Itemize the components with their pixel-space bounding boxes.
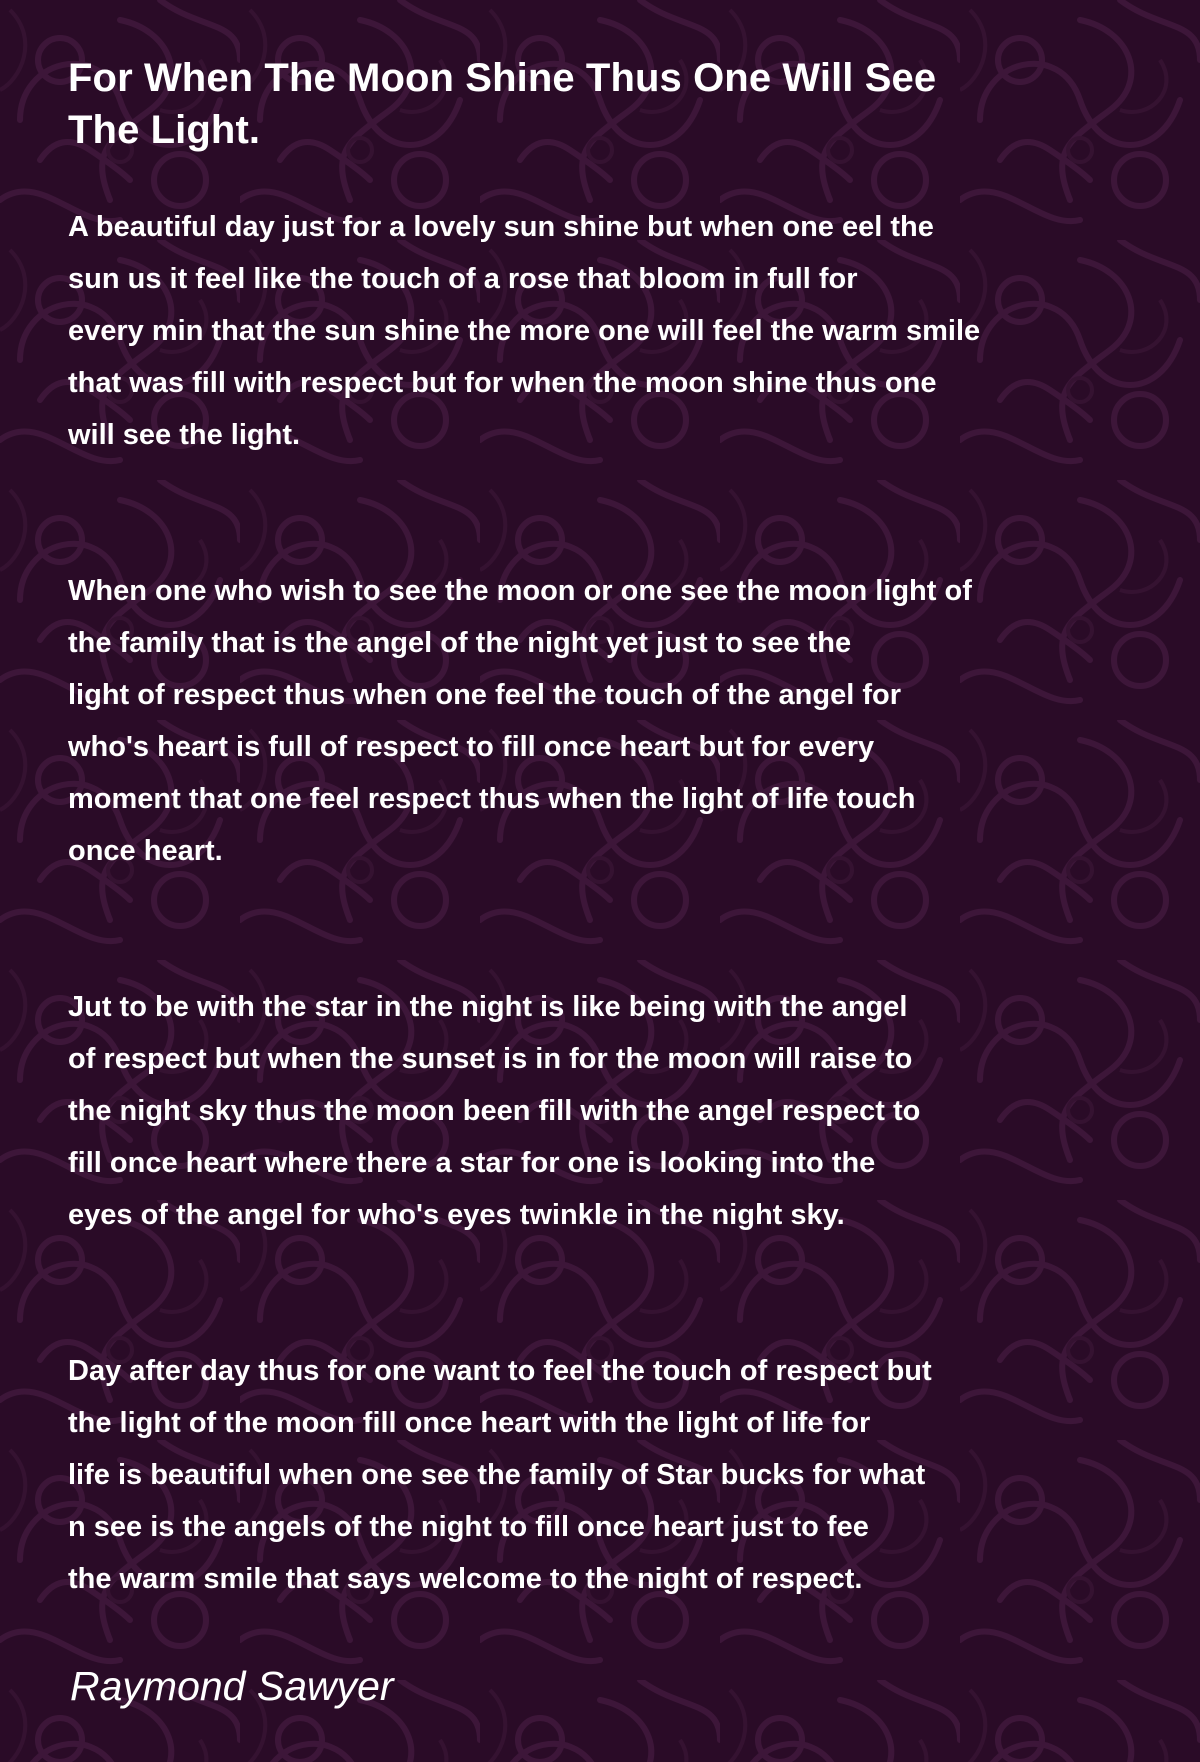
poem-line: Jut to be with the star in the night is like being with the angel <box>68 991 908 1023</box>
poem-line: When one who wish to see the moon or one see the moon light of <box>68 575 972 607</box>
poem-line: once heart. <box>68 835 223 867</box>
poem-line: fill once heart where there a star for one is looking into the <box>68 1147 876 1179</box>
poem-line: the family that is the angel of the night yet just to see the <box>68 627 852 659</box>
poem-line: Day after day thus for one want to feel the touch of respect but <box>68 1355 932 1387</box>
poem-stanza-1 <box>68 201 1168 461</box>
poem-line: who's heart is full of respect to fill once heart but for every <box>68 731 875 763</box>
poem-stanza-2 <box>68 565 1168 877</box>
poem-line: life is beautiful when one see the family of Star bucks for what <box>68 1459 926 1491</box>
poem-title <box>68 52 1068 156</box>
poem-author: Raymond Sawyer <box>70 1663 394 1709</box>
poem-line: of respect but when the sunset is in for the moon will raise to <box>68 1043 913 1075</box>
poem-line: moment that one feel respect thus when the light of life touch <box>68 783 916 815</box>
poem-line: that was fill with respect but for when the moon shine thus one <box>68 367 937 399</box>
poem-line: the warm smile that says welcome to the night of respect. <box>68 1563 863 1595</box>
poem-line: n see is the angels of the night to fill once heart just to fee <box>68 1511 869 1543</box>
poem-title-line: The Light. <box>68 108 261 152</box>
poem-line: eyes of the angel for who's eyes twinkle in the night sky. <box>68 1199 845 1231</box>
poem-line: every min that the sun shine the more one will feel the warm smile <box>68 315 981 347</box>
poem-line: the night sky thus the moon been fill with the angel respect to <box>68 1095 921 1127</box>
poem-title-line: For When The Moon Shine Thus One Will See <box>68 56 937 100</box>
poem-line: light of respect thus when one feel the touch of the angel for <box>68 679 901 711</box>
poem-line: sun us it feel like the touch of a rose that bloom in full for <box>68 263 858 295</box>
poem-line: will see the light. <box>68 419 301 451</box>
poem-stanza-3 <box>68 981 1168 1241</box>
poem-stanza-4 <box>68 1345 1168 1605</box>
poem-line: the light of the moon fill once heart with the light of life for <box>68 1407 871 1439</box>
poem-line: A beautiful day just for a lovely sun shine but when one eel the <box>68 211 934 243</box>
